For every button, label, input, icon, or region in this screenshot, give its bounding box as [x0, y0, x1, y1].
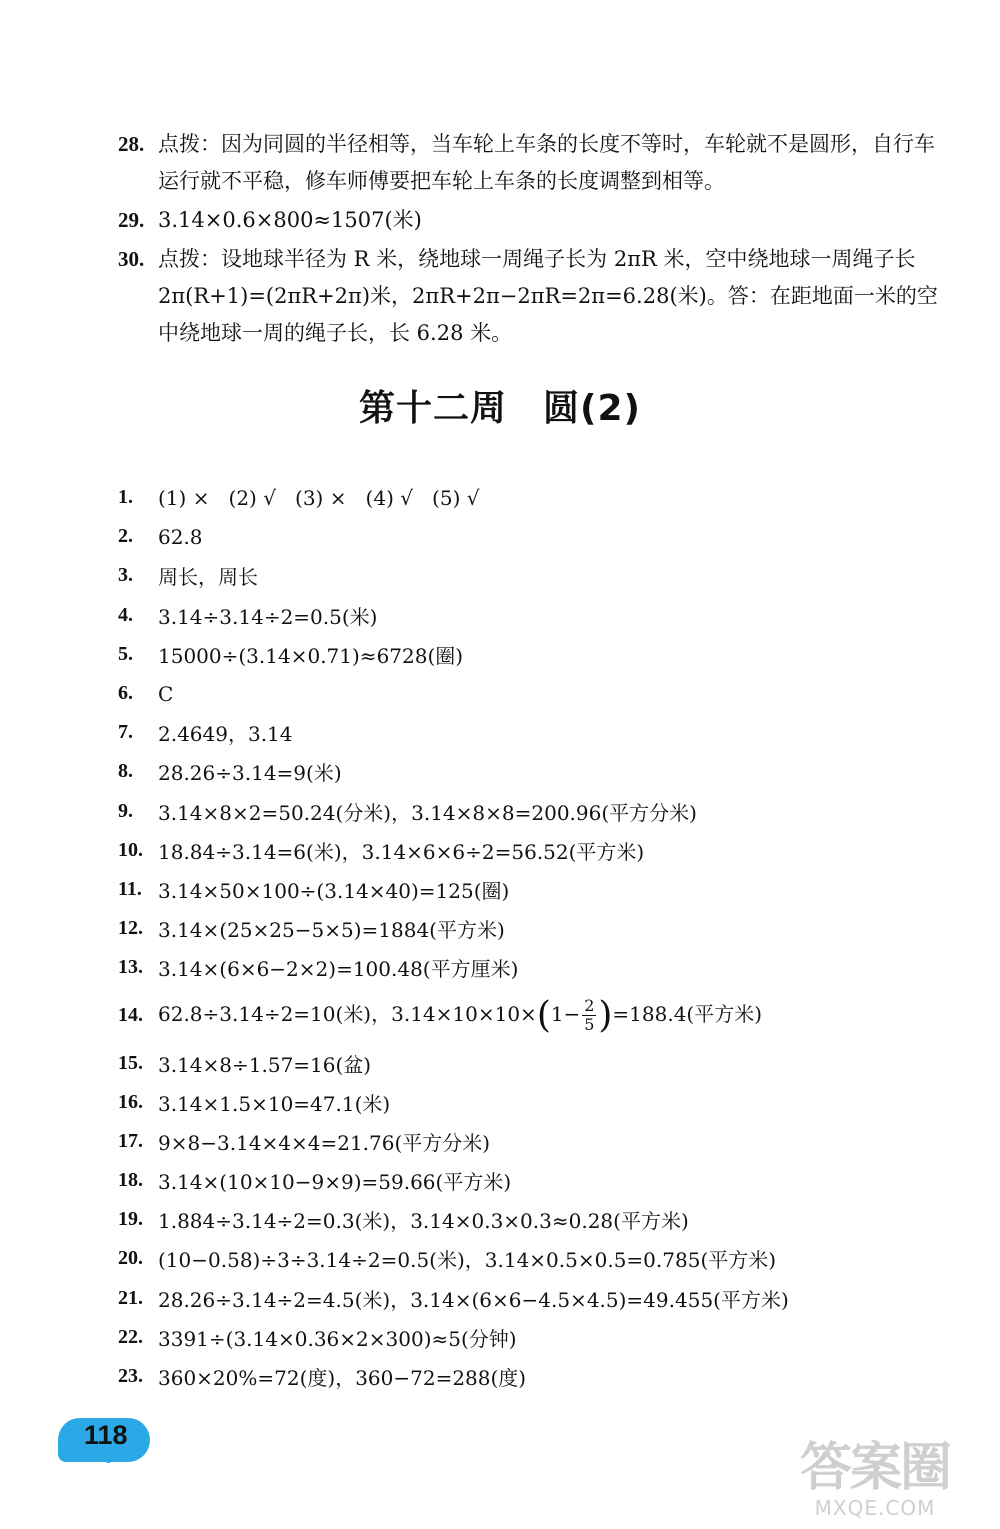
answer-row	[118, 909, 938, 948]
answer-row	[118, 713, 938, 752]
answer-row	[118, 1357, 938, 1396]
watermark-sub: MXQE.COM	[814, 1496, 936, 1520]
answer-row	[118, 1122, 938, 1161]
previous-answers	[118, 126, 938, 352]
answer-text: 3.14×(25×25−5×5)=1884(平方米)	[158, 918, 505, 943]
answer-number: 6.	[118, 682, 133, 705]
answer-number: 3.	[118, 564, 133, 587]
section-title-topic: 圆(2)	[543, 388, 641, 429]
answer-text: 3.14×0.6×800≈1507(米)	[158, 208, 422, 232]
section-title-week: 第十二周	[359, 388, 508, 429]
watermark-logo	[780, 1440, 970, 1520]
answer-number: 22.	[118, 1325, 143, 1348]
answer-number: 8.	[118, 760, 133, 783]
answer-text: 3.14×8×2=50.24(分米)，3.14×8×8=200.96(平方分米)	[158, 800, 697, 825]
answer-row	[118, 478, 938, 517]
answer-row	[118, 1318, 938, 1357]
answer-row	[118, 870, 938, 909]
answer-text: 3391÷(3.14×0.36×2×300)≈5(分钟)	[158, 1326, 517, 1351]
badge-dot-icon	[105, 1456, 112, 1463]
answer-text: 3.14×50×100÷(3.14×40)=125(圈)	[158, 878, 510, 903]
fraction	[582, 997, 596, 1033]
answer-number: 13.	[118, 956, 143, 979]
answer-text: 62.8÷3.14÷2=10(米)，3.14×10×10×(1− $\frac{2}{5}$ )=188.4(平方米)	[158, 994, 763, 1036]
answer-row	[118, 1043, 938, 1082]
answer-row	[118, 1239, 938, 1278]
answer-row	[118, 1200, 938, 1239]
answer-number: 21.	[118, 1286, 143, 1309]
answer-number: 4.	[118, 603, 133, 626]
answer-text: 15000÷(3.14×0.71)≈6728(圈)	[158, 643, 464, 668]
answer-number: 10.	[118, 838, 143, 861]
answer-row	[118, 752, 938, 791]
answer-number: 12.	[118, 917, 143, 940]
answer-number: 18.	[118, 1169, 143, 1192]
answer-text: 360×20%=72(度)，360−72=288(度)	[158, 1366, 527, 1391]
fraction-numerator: 2	[584, 996, 595, 1016]
answer-row	[118, 831, 938, 870]
answer-text: 2.4649，3.14	[158, 722, 293, 747]
answer-text: 18.84÷3.14=6(米)，3.14×6×6÷2=56.52(平方米)	[158, 839, 645, 864]
answer-text: 28.26÷3.14÷2=4.5(米)，3.14×(6×6−4.5×4.5)=49.455(平方米)	[158, 1287, 789, 1312]
answer-item	[118, 202, 938, 239]
answer-row	[118, 948, 938, 987]
answer-item	[118, 241, 938, 352]
answer-row	[118, 987, 938, 1043]
answer-item	[118, 126, 938, 200]
answer-text: 62.8	[158, 524, 203, 549]
answer-number: 7.	[118, 721, 133, 744]
answer-text: 3.14÷3.14÷2=0.5(米)	[158, 604, 378, 629]
answer-row	[118, 596, 938, 635]
answer-number: 15.	[118, 1051, 143, 1074]
answer-row	[118, 635, 938, 674]
answer-row	[118, 674, 938, 713]
answer-text: (1) × (2) √ (3) × (4) √ (5) √	[158, 485, 480, 510]
answer-row	[118, 556, 938, 595]
answer-text: (10−0.58)÷3÷3.14÷2=0.5(米)，3.14×0.5×0.5=0.785(平方米)	[158, 1248, 777, 1273]
answer-number: 19.	[118, 1208, 143, 1231]
answer-row	[118, 517, 938, 556]
answer-number: 29.	[118, 208, 145, 232]
answer-row	[118, 1279, 938, 1318]
answer-text: 周长，周长	[158, 565, 258, 590]
answer-text: 点拨：因为同圆的半径相等，当车轮上车条的长度不等时，车轮就不是圆形，自行车运行就不平稳，修车师傅要把车轮上车条的长度调整到相等。	[158, 132, 935, 193]
answer-number: 5.	[118, 642, 133, 665]
answer-text: 3.14×(6×6−2×2)=100.48(平方厘米)	[158, 957, 519, 982]
answer-number: 23.	[118, 1365, 143, 1388]
page-number: 118	[84, 1420, 128, 1450]
section-title	[0, 380, 1000, 431]
answer-number: 11.	[118, 877, 142, 900]
answer-text-after: =188.4(平方米)	[612, 1001, 763, 1026]
answer-text: C	[158, 681, 174, 706]
answer-inner-before: 1−	[550, 1001, 581, 1026]
answer-text: 9×8−3.14×4×4=21.76(平方分米)	[158, 1130, 491, 1155]
answer-text: 3.14×8÷1.57=16(盆)	[158, 1052, 372, 1077]
answer-number: 2.	[118, 525, 133, 548]
answer-row	[118, 1161, 938, 1200]
answer-text: 1.884÷3.14÷2=0.3(米)，3.14×0.3×0.3≈0.28(平方米)	[158, 1209, 689, 1234]
answer-list	[118, 478, 938, 1396]
watermark-main: 答案圈	[799, 1438, 950, 1498]
answer-row	[118, 792, 938, 831]
answer-row	[118, 1083, 938, 1122]
answer-text: 28.26÷3.14=9(米)	[158, 761, 342, 786]
answer-number: 14.	[118, 1003, 143, 1026]
answer-number: 1.	[118, 486, 133, 509]
answer-text: 3.14×(10×10−9×9)=59.66(平方米)	[158, 1170, 512, 1195]
answer-number: 20.	[118, 1247, 143, 1270]
answer-number: 17.	[118, 1129, 143, 1152]
answer-number: 28.	[118, 132, 145, 156]
answer-number: 16.	[118, 1090, 143, 1113]
answer-text-before: 62.8÷3.14÷2=10(米)，3.14×10×10×	[158, 1001, 537, 1026]
fraction-denominator: 5	[584, 1014, 595, 1034]
answer-text: 3.14×1.5×10=47.1(米)	[158, 1091, 391, 1116]
answer-text: 点拨：设地球半径为 R 米，绕地球一周绳子长为 2πR 米，空中绕地球一周绳子长 2π(R+1)=(2πR+2π)米，2πR+2π−2πR=2π=6.28(米)。答：在距地面一米的空中绕地球一周的绳子长，长 6.28 米。	[158, 247, 938, 345]
answer-number: 30.	[118, 247, 145, 271]
answer-number: 9.	[118, 799, 133, 822]
